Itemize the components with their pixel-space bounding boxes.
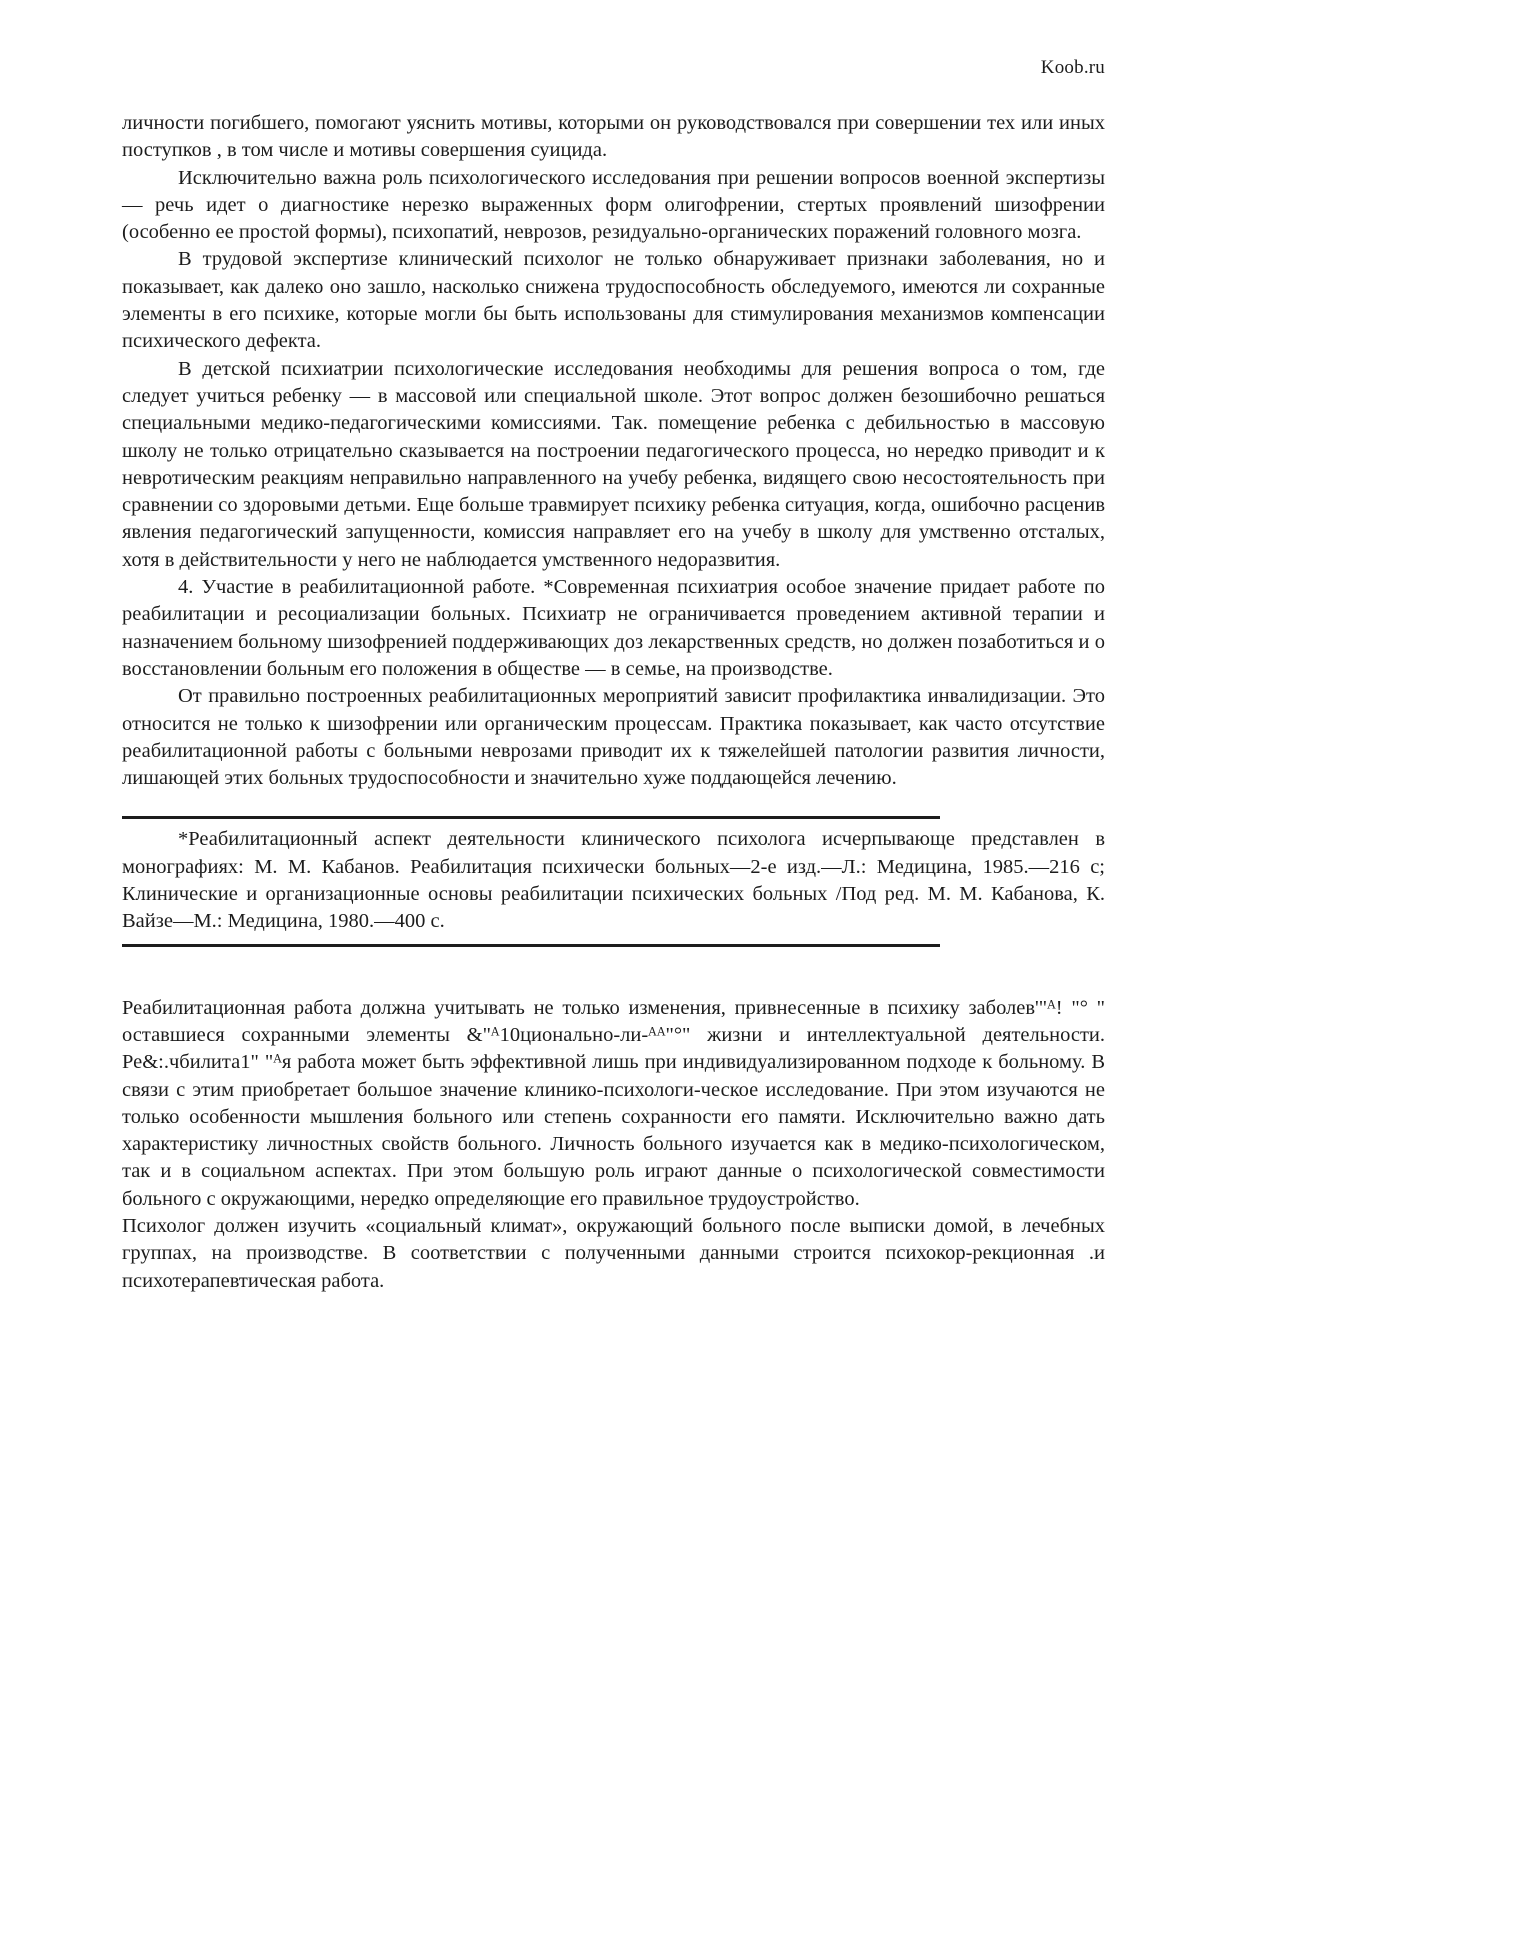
closing-paragraph-2: Психолог должен изучить «социальный климат», окружающий больного после выписки домой, в лечебных группах, на производстве. В соответствии с полученными данными строится психокор-рекционная .и психотерапевтическая работа. (122, 1214, 1105, 1292)
body-paragraph-2: Исключительно важна роль психологического исследования при решении вопросов военной экспертизы — речь идет о диагностике нерезко выраженных форм олигофрении, стертых проявлений шизофрении (особенно ее простой формы), психопатий, неврозов, резидуально-органических поражений головного мозга. (122, 166, 1105, 244)
body-paragraph-6: От правильно построенных реабилитационных мероприятий зависит профилактика инвалидизации. Это относится не только к шизофрении или органическим процессам. Практика показывает, как часто отсутствие реабилитационной работы с больными неврозами приводит их к тяжелейшей патологии развития личности, лишающей этих больных трудоспособности и значительно хуже поддающейся лечению. (122, 685, 1105, 790)
footnote-separator-top (122, 816, 940, 819)
body-paragraph-4: В детской психиатрии психологические исследования необходимы для решения вопроса о том, где следует учиться ребенку — в массовой или специальной школе. Этот вопрос должен безошибочно решаться специальными медико-педагогическими комиссиями. Так. помещение ребенка с дебильностью в массовую школу не только отрицательно сказывается на построении педагогического процесса, но нередко приводит и к невротическим реакциям неправильно направленного на учебу ребенка, видящего свою несостоятельность при сравнении со здоровыми детьми. Еще больше травмирует психику ребенка ситуация, когда, ошибочно расценив явления педагогический запущенности, комиссия направляет его на учебу в школу для умственно отсталых, хотя в действительности у него не наблюдается умственного недоразвития. (122, 357, 1105, 571)
body-paragraph-3: В трудовой экспертизе клинический психолог не только обнаруживает признаки заболевания, но и показывает, как далеко оно зашло, насколько снижена трудоспособность обследуемого, имеются ли сохранные элементы в его психике, которые могли бы быть использованы для стимулирования механизмов компенсации психического дефекта. (122, 248, 1105, 353)
text-column (122, 110, 1105, 1295)
watermark-text: Koob.ru (1040, 57, 1105, 78)
closing-paragraph-1: Реабилитационная работа должна учитывать не только изменения, привнесенные в психику заболев'"ᴬ! "° " оставшиеся сохранными элементы &"ᴬ10ционально-ли-ᴬᴬ"°" жизни и интеллектуальной деятельности. Ре&:.чбилита1" "ᴬя работа может быть эффективной лишь при индивидуализированном подходе к больному. В связи с этим приобретает большое значение клинико-психологи-ческое исследование. При этом изучаются не только особенности мышления больного или степень сохранности его памяти. Исключительно важно дать характеристику личностных свойств больного. Личность больного изучается как в медико-психологическом, так и в социальном аспектах. При этом большую роль играют данные о психологической совместимости больного с окружающими, нередко определяющие его правильное трудоустройство. (122, 996, 1105, 1210)
footnote-separator-bottom (122, 944, 940, 947)
footnote-text: *Реабилитационный аспект деятельности клинического психолога исчерпывающе представлен в монографиях: М. М. Кабанов. Реабилитация психически больных—2-е изд.—Л.: Медицина, 1985.—216 с; Клинические и организационные основы реабилитации психических больных /Под ред. М. М. Кабанова, К. Вайзе—М.: Медицина, 1980.—400 с. (122, 828, 1105, 933)
body-paragraph-5: 4. Участие в реабилитационной работе. *Современная психиатрия особое значение придает работе по реабилитации и ресоциализации больных. Психиатр не ограничивается проведением активной терапии и назначением больному шизофренией поддерживающих доз лекарственных средств, но должен позаботиться и о восстановлении больным его положения в обществе — в семье, на производстве. (122, 576, 1105, 680)
body-paragraph-1: личности погибшего, помогают уяснить мотивы, которыми он руководствовался при совершении тех или иных поступков , в том числе и мотивы совершения суицида. (122, 112, 1105, 162)
